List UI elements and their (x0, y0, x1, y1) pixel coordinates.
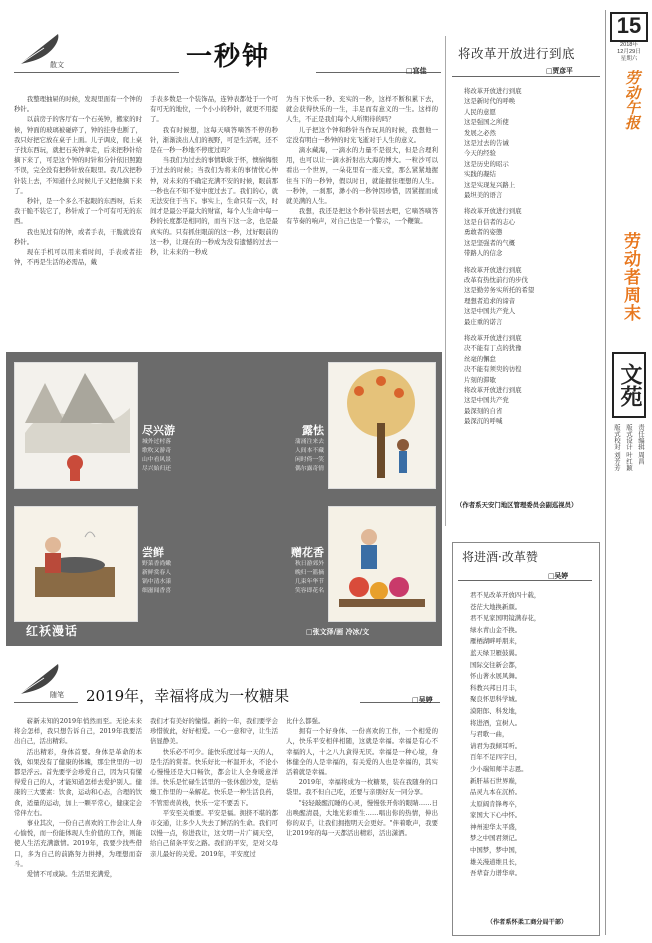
manga-series-title: 红袄漫话 (26, 624, 79, 638)
poem2-note: （作者系怀柔工商分局干部） (486, 919, 568, 926)
credits: 责任编辑 周昌 版式设计 叶红颖 版式校对 刘芳芳 (613, 424, 644, 471)
article1-column-3: 为当下快乐一秒、充实的一秒，这样不断积累下去，就会获得快乐的一生，丰足而有意义的一生。这样的人生，不正是我们每个人所期待的吗？ 儿子把这个钟和秒针当作玩具的时候，我想他一定没有明白一秒钟的时光飞逝对于人生的意义。 滴水藏海，一滴水的力量不是很大，但是合理利用，也可以让一滴水折射出大海的博大。一粒沙可以看出一个世界，一朵花里有一座天堂，那么紧紧地握住当下的一秒钟，假以时日，就能握住理想的人生。一秒钟，一刹那，渺小的一秒钟因珍惜，因紧握而成就美满的人生。 我想，我还是把这个秒针装回去吧，它嘀答嘀答有节奏的响声，对自己也是一个警示，一个鞭策。 (286, 95, 438, 226)
illustration-flowers (328, 506, 436, 622)
article1-column-2: 手表多数是一个装饰品，连钟表都处于一个可有可无的地位，一个小小的秒针，就更不用提了。 我有时候想，这每天嘀答嘀答不停的秒针，渐渐淡出人们的视野，可是生活呢，还不是在一秒一秒地不停度过吗？ 当我们为过去的事情耿耿于怀，懊恼悔恨于过去的时候；当我们为将来的事情忧心忡忡，对未来的不确定充满不安的时候，眼前那一秒也在不知不觉中度过去了。我们的心，就无法安住于当下。事实上，生命只有一次，时间才是最公平最大的财富，每个人生命中每一秒的长度都是相同的，而当下这一念，也是最真实的。只有抓住眼前的这一秒，过好眼前的这一秒，让现在的一秒成为没有遗憾的过去一秒，让未来的一秒成 (150, 95, 278, 257)
article-author: □宫佳 (406, 66, 427, 75)
poem1-note: （作者系天安门地区管理委员会副巡视员） (456, 501, 578, 509)
illustration-tree (328, 362, 436, 489)
article-title: 一秒钟 (186, 42, 271, 72)
illustration-cooking (14, 506, 138, 622)
poem2-body: 君不见改革开放四十载， 苍茫大地换新颜。 君不见家国明镜满春花， 绿水青山金不换。 雁栖湖畔呼朋来， 蓝天绿卫雁鼓翼。 国际交往新会都， 怀山著水展风舞。 科教兴邦日月丰， 聚良怀思科学城。 漠阳郎、科发地， 将进酒，宜树人。 与君歌一曲， 请君为我倾耳听。 百年不足四字日， 少小瑞知师半志恩。 新肝基石世界巅， 品灵九本在沉桥。 太原阔肯锋粤卒， 家国大下心中怀。 神州迎华太平盛， 梦之中国君须记。 中国梦，梦中国， 雄关漫道维且长， 吾辈奋力谱华章。 (470, 591, 541, 878)
manga-panel-2: 露怯 蒲涌注来去 人间本不藏 闲时倚一笑 偶尔露奇情 (295, 425, 324, 472)
poem1-body: 将改革开放进行到底 这是新时代的呼唤 人民的意愿 这是强国之所使 发展之必然 这是过去的告诫 今天的经验 这是历史的昭示 实践的凝结 这是实现复兴路上 最坦美的语言 将改革开放进行到底 这是自信者的志心 勇敢者的姿態 这是坚强者的气概 带路人的信念 将改革开放进行到底 改革有热忱前行的步伐 这是勤劳务实所托的希望 理想者追求的谛音 这是中国共产党人 最庄重的诺言 将改革开放进行到底 决不能有丁点的犹豫 丝毫的懈怠 决不能有须臾的彷徨 片刻的滞歇 将改革开放进行到底 这是中国共产党 最深刻的自省 最深沉的呼喊 (464, 87, 535, 426)
article2-tag: 随笔 (50, 691, 64, 699)
article2-column-2: 我们才有美好的憧憬。新的一年，我们要学会珍惜彼此，好好相爱。一心一意和守，让生活倍显静美。 快乐必不可少。能快乐度过每一天的人，是生活的赏者。快乐好比一杯温开水，不论小心慢慢还是大口畅饮，都会让人全身暖意洋洋。快乐是忙碌生活里的一张休憩沙发，是枯燥工作里的一朵解花。快乐是一种生活良药，不管需责黄栈，快乐一定不要丢下。 平安至关重要。平安是福。拥挤不堪的都市交通，让多少人失去了鲜活的生命。我们可以慢一点，你进我让，这文明一片广阔天空，给自己留条平安之路。我们的平安，是对父母亲儿最好的关爱。2019年，平安度过 (150, 717, 278, 858)
issue-date: 2018年 12月29日 星期六 (617, 42, 641, 62)
illustration-travel (14, 362, 138, 489)
article2-column-1: 崭新未知的2019年悄然而至。无论未来将会怎样，我只想告诉自己，2019年我要活出自己，活出精彩。 活出精彩，身体首要。身体是革命的本钱，如果没有了健康的体魄，那尘世里的一切都是浮云。首先要学会珍爱自己，因为只有懂得爱自己的人，才能知道怎样去爱护别人。健康的三大要素：饮食，运动和心态，合理的饮食，适量的运动，加上一颗平常心，健康定会常伴左右。 事业其次，一份自己喜欢的工作会让人身心愉悦，而一份能体现人生价值的工作，则能使人生活充满激情。2019年，我要少找些借口，多为自己的前路努力拼搏，为理想而奋斗。 爱情不可或缺。生活里充满爱， (14, 717, 142, 879)
column-title: 文苑 (612, 352, 646, 418)
poem2-title: 将进酒·改革赞 (462, 550, 538, 564)
poem2-author: □吴婷 (548, 572, 569, 580)
article2-column-3: 比什么都强。 拥有一个好身体、一份喜欢的工作，一个相爱的人，快乐平安相伴相随，这就是幸福。幸福是有心不幸福的人，十之八九貪得无厌。幸福是一种心境，身体健全的人是幸福的，有关爱的人也是幸福的，其实活着就是幸福。 2019年，幸福将成为一枚糖果，装在我随身的口袋里。我不但自己吃，还要与亲朋好友一同分享。 "轻轻敲醒沉睡的心灵，慢慢张开你的眼睛……日出唤醒清晨，大地光彩重生……唱出你的热情，伸出你的双手，让我们拥抱明天会更好。"伴着歌声，我要让2019年的每一天都活出精彩，活出潇洒。 (286, 717, 438, 838)
manga-panel-3: 尝鲜 野菜香尚嫩 新鲜赏春人 锅中清水漾 细滋闻香喜 (142, 547, 171, 594)
manga-panel-1: 尽兴游 城外过村落 歌吹又游奇 山中看风景 尽兴始归还 (142, 425, 175, 472)
page-number: 15 (610, 12, 648, 42)
poem1-author: □贾彦平 (546, 67, 573, 75)
article2-author: □吴婷 (412, 695, 433, 704)
article1-column-1: 我整理抽屉的时候，发现里面有一个钟的秒针。 以前房子的客厅有一个石英钟，搬家的时候，钟面的玻璃被碰碎了，钟的挂身也断了，我只好把它放在桌子上面。儿子调皮，爬上桌子找东西玩，就把石英钟拿走，后来把秒针给摘下来了，可是这个钟的时针和分针依旧照跑不误，完全没有把秒针放在眼里。我几次把秒针装上去，不知道什么时候儿子又把他摘下来了。 秒针，是一个多么不起眼的东西呀，后来我干脆不装它了，秒针成了一个可有可无的东西。 我也见过有的钟，或者手表，干脆就没有秒针。 现在手机可以用来看时间，手表或者挂钟，不再是生活的必需品，戴 (14, 95, 142, 267)
article2-title: 2019年，幸福将成为一枚糖果 (86, 687, 290, 705)
section-title: 劳动者周末 (621, 232, 640, 322)
article-tag: 散文 (50, 61, 64, 69)
manga-credit: □张文泽/画 冷冰/文 (306, 627, 370, 636)
paper-name-logo: 劳动午报 (623, 70, 641, 130)
poem1-title: 将改革开放进行到底 (458, 46, 576, 61)
manga-panel-4: 赠花香 秋日游郊外 晚归一篮摘 几束年华节 笑容即花名 (291, 547, 324, 594)
